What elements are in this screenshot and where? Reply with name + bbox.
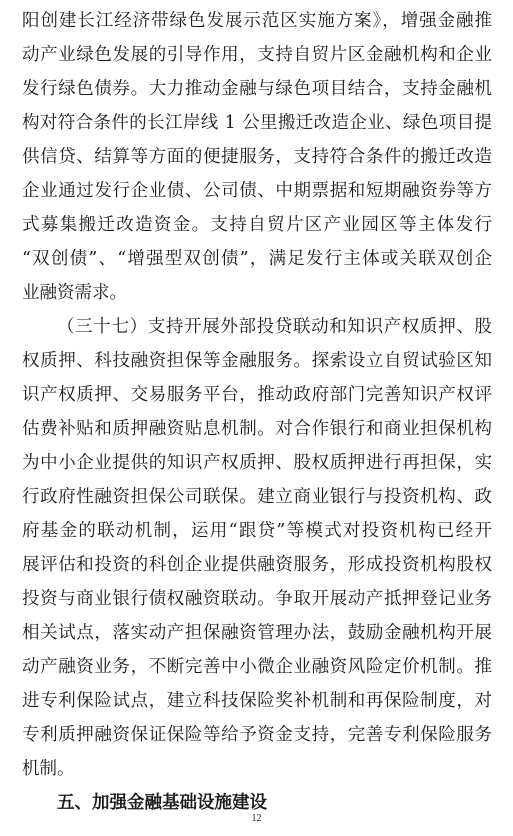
page-number: 12 (251, 813, 262, 824)
text-line: 动产融资业务，不断完善中小微企业融资风险定价机制。推 (22, 657, 493, 677)
text-line: 行政府性融资担保公司联保。建立商业银行与投资机构、政 (22, 487, 493, 507)
text-line: 动产业绿色发展的引导作用，支持自贸片区金融机构和企业 (22, 45, 493, 65)
text-line: 为中小企业提供的知识产权质押、股权质押进行再担保，实 (22, 453, 493, 473)
text-line: 府基金的联动机制，运用“跟贷”等模式对投资机构已经开 (22, 521, 494, 541)
text-line: 供信贷、结算等方面的便捷服务，支持符合条件的搬迁改造 (22, 147, 493, 167)
text-line: 展评估和投资的科创企业提供融资服务，形成投资机构股权 (22, 555, 493, 575)
text-line: 业融资需求。 (22, 283, 127, 303)
text-line: 识产权质押、交易服务平台，推动政府部门完善知识产权评 (22, 385, 493, 405)
text-line: 估费补贴和质押融资贴息机制。对合作银行和商业担保机构 (22, 419, 493, 439)
text-line: 权质押、科技融资担保等金融服务。探索设立自贸试验区知 (22, 351, 493, 371)
text-line: 企业通过发行企业债、公司债、中期票据和短期融资券等方 (22, 181, 493, 201)
text-line: （三十七）支持开展外部投贷联动和知识产权质押、股 (57, 317, 493, 337)
text-line: 进专利保险试点，建立科技保险奖补机制和再保险制度，对 (22, 691, 493, 711)
text-line: 机制。 (22, 759, 75, 779)
section-heading: 五、加强金融基础设施建设 (57, 793, 267, 813)
text-line: “双创债”、“增强型双创债”，满足发行主体或关联双创企 (22, 249, 494, 269)
text-line: 发行绿色债券。大力推动金融与绿色项目结合，支持金融机 (22, 79, 493, 99)
text-line: 专利质押融资保证保险等给予资金支持，完善专利保险服务 (22, 725, 493, 745)
text-line: 构对符合条件的长江岸线 1 公里搬迁改造企业、绿色项目提 (22, 113, 493, 133)
text-line: 投资与商业银行债权融资联动。争取开展动产抵押登记业务 (22, 589, 493, 609)
text-line: 式募集搬迁改造资金。支持自贸片区产业园区等主体发行 (22, 215, 494, 235)
text-line: 阳创建长江经济带绿色发展示范区实施方案》，增强金融推 (22, 11, 493, 31)
text-line: 相关试点，落实动产担保融资管理办法，鼓励金融机构开展 (22, 623, 493, 643)
